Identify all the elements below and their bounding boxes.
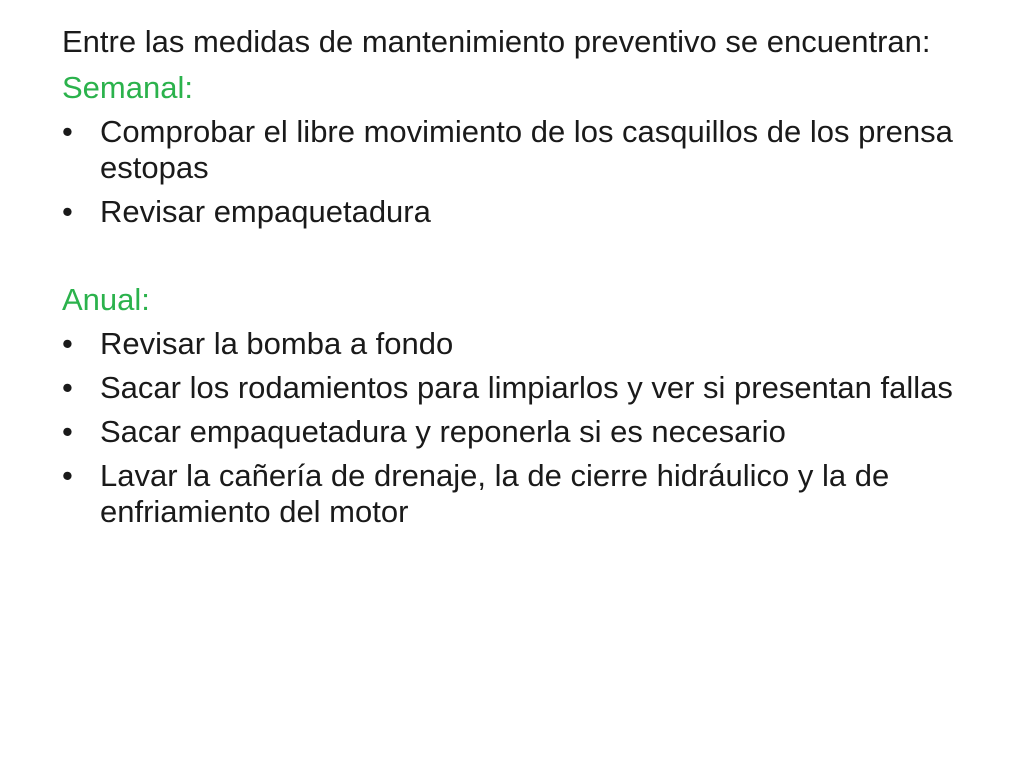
list-item-text: Revisar empaquetadura	[100, 194, 431, 229]
list-item-text: Sacar empaquetadura y reponerla si es necesario	[100, 414, 786, 449]
bullet-icon: •	[62, 114, 73, 149]
list-item-text: Lavar la cañería de drenaje, la de cierre hidráulico y la de enfriamiento del motor	[100, 458, 890, 529]
section-title-anual: Anual:	[62, 282, 150, 317]
list-item	[62, 458, 962, 530]
list-item-text: Comprobar el libre movimiento de los casquillos de los prensa estopas	[100, 114, 953, 185]
list-item	[62, 114, 962, 186]
bullet-list-semanal	[62, 114, 962, 230]
section-spacer	[62, 238, 962, 282]
bullet-icon: •	[62, 194, 73, 229]
bullet-icon: •	[62, 414, 73, 449]
bullet-list-anual	[62, 326, 962, 530]
list-item	[62, 326, 962, 362]
slide-content	[62, 24, 962, 538]
section-title-semanal: Semanal:	[62, 70, 193, 105]
bullet-icon: •	[62, 370, 73, 405]
list-item	[62, 414, 962, 450]
list-item	[62, 194, 962, 230]
bullet-icon: •	[62, 326, 73, 361]
list-item-text: Revisar la bomba a fondo	[100, 326, 454, 361]
intro-text: Entre las medidas de mantenimiento preventivo se encuentran:	[62, 24, 931, 59]
bullet-icon: •	[62, 458, 73, 493]
list-item-text: Sacar los rodamientos para limpiarlos y ver si presentan fallas	[100, 370, 953, 405]
list-item	[62, 370, 962, 406]
